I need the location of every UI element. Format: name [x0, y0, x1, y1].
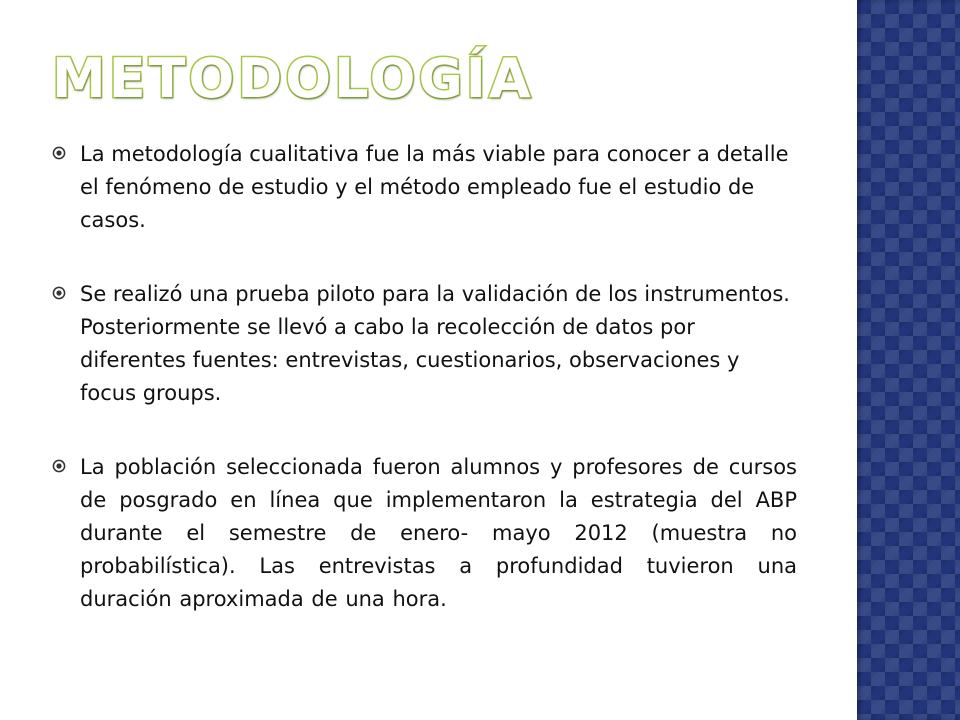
bullet-item-2 — [52, 278, 797, 410]
bullet-text-3: La población seleccionada fueron alumnos y profesores de cursos de posgrado en línea que implementaron la estrategia del ABP durante el semestre de enero- mayo 2012 (muestra no probabilística). Las entrevistas a profundidad tuvieron una duración aproximada de una hora. — [80, 455, 797, 611]
circled-dot-icon — [52, 286, 80, 300]
bullet-item-1 — [52, 138, 797, 237]
bullet-text-2: Se realizó una prueba piloto para la validación de los instrumentos. Posteriormente se llevó a cabo la recolección de datos por diferentes fuentes: entrevistas, cuestionarios, observaciones y focus groups. — [80, 282, 790, 405]
bullet-list — [52, 138, 797, 616]
circled-dot-icon — [52, 459, 80, 473]
slide-title: METODOLOGÍA — [52, 47, 534, 110]
bullet-text-1: La metodología cualitativa fue la más viable para conocer a detalle el fenómeno de estudio y el método empleado fue el estudio de casos. — [80, 142, 789, 232]
circled-dot-icon — [52, 146, 80, 160]
decorative-side-panel — [857, 0, 960, 720]
bullet-item-3 — [52, 451, 797, 616]
